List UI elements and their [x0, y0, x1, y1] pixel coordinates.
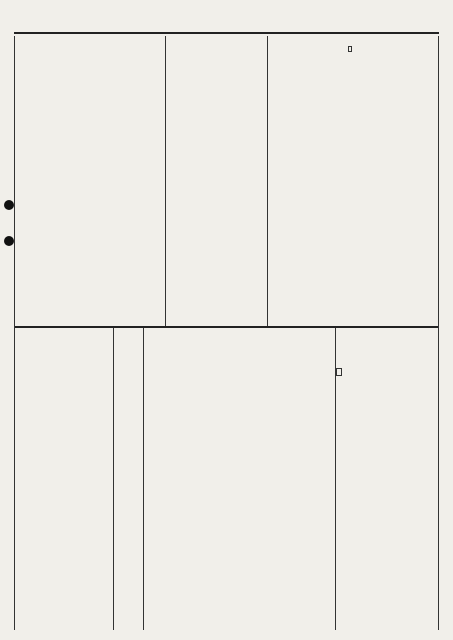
binding-hole — [4, 236, 14, 246]
article-title-lower-right — [336, 368, 342, 376]
article-lower-left — [16, 330, 112, 626]
column-divider — [113, 328, 114, 630]
article-upper-right — [268, 38, 438, 324]
section-divider — [15, 326, 438, 328]
page-header — [14, 10, 439, 34]
article-lower-right — [352, 330, 438, 626]
article-upper-left — [16, 38, 162, 324]
article-lower-middle — [144, 330, 332, 626]
binding-hole — [4, 200, 14, 210]
article-upper-middle — [166, 38, 250, 324]
